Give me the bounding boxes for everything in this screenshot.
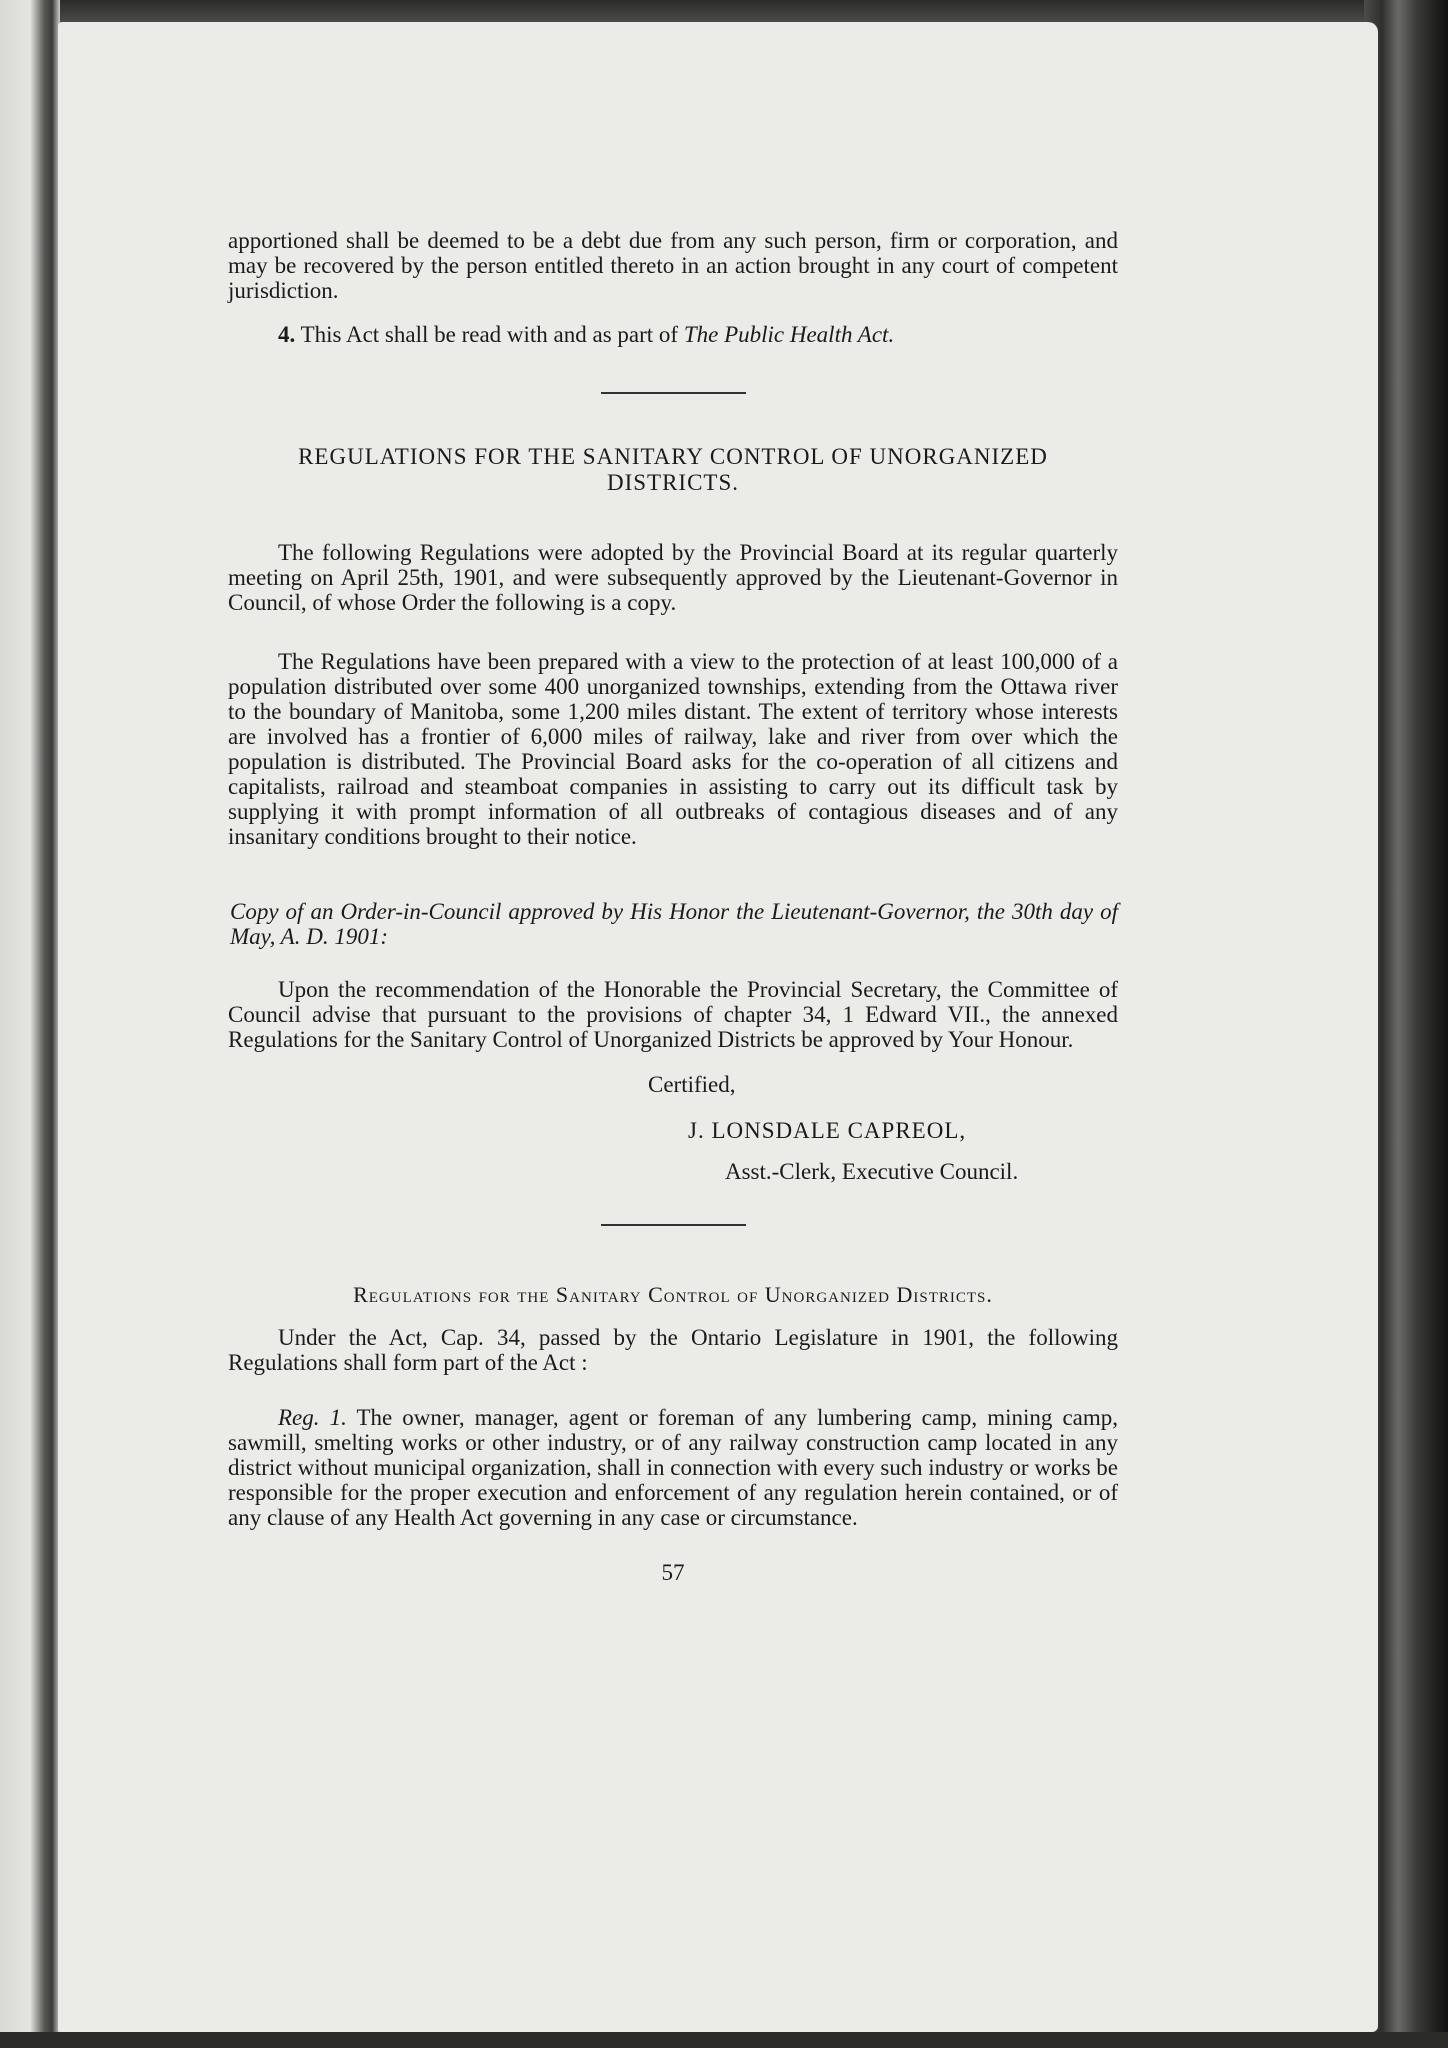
section-4 <box>228 322 1118 347</box>
paragraph-continued: apportioned shall be deemed to be a debt due from any such person, firm or corporation, and may be recovered by the person entitled thereto in an action brought in any court of competent jurisdiction. <box>228 228 1118 303</box>
certified-label: Certified, <box>648 1072 736 1097</box>
paragraph-adopted: The following Regulations were adopted by the Provincial Board at its regular quarterly meeting on April 25th, 1901, and were subsequently approved by the Lieutenant-Governor in Council, of whose Order the following is a copy. <box>228 540 1118 615</box>
heading-regulations-smallcaps: Regulations for the Sanitary Control of Unorganized Districts. <box>353 1282 993 1307</box>
top-shadow <box>0 0 1448 22</box>
section-4-number: 4. <box>278 322 296 347</box>
paragraph-under-act: Under the Act, Cap. 34, passed by the Ontario Legislature in 1901, the following Regulations shall form part of the Act : <box>228 1325 1118 1375</box>
signatory-title: Asst.-Clerk, Executive Council. <box>725 1159 1019 1184</box>
regulation-1 <box>228 1405 1118 1530</box>
regulation-1-text: The owner, manager, agent or foreman of any lumbering camp, mining camp, sawmill, smelting works or other industry, or of any railway construction camp located in any district without municipal organization, shall in connection with every such industry or works be responsible for the proper execution and enforcement of any regulation herein contained, or of any clause of any Health Act governing in any case or circumstance. <box>228 1405 1119 1530</box>
section-4-act: The Public Health Act. <box>683 322 895 347</box>
regulation-1-label: Reg. 1. <box>278 1405 347 1430</box>
signatory-name: J. LONSDALE CAPREOL, <box>688 1118 967 1143</box>
paragraph-prepared: The Regulations have been prepared with a view to the protection of at least 100,000 of a population distributed over some 400 unorganized townships, extending from the Ottawa river to the boundary of Manitoba, some 1,200 miles distant. The extent of territory whose interests are involved has a frontier of 6,000 miles of railway, lake and river from over which the population is distributed. The Provincial Board asks for the co-operation of all citizens and capitalists, railroad and steamboat companies in assisting to carry out its difficult task by supplying it with prompt information of all outbreaks of contagious diseases and of any insanitary conditions brought to their notice. <box>228 649 1118 849</box>
section-4-text: This Act shall be read with and as part of <box>300 322 679 347</box>
paragraph-recommendation: Upon the recommendation of the Honorable the Provincial Secretary, the Committee of Council advise that pursuant to the provisions of chapter 34, 1 Edward VII., the annexed Regulations for the Sanitary Control of Unorganized Districts be approved by Your Honour. <box>228 977 1118 1052</box>
divider-2 <box>601 1224 746 1226</box>
left-binding-edge <box>0 0 60 2048</box>
page-number: 57 <box>661 1560 685 1585</box>
order-caption: Copy of an Order-in-Council approved by His Honor the Lieutenant-Governor, the 30th day of May, A. D. 1901: <box>230 899 1118 949</box>
heading-regulations: REGULATIONS FOR THE SANITARY CONTROL OF UNORGANIZED DISTRICTS. <box>298 444 1048 495</box>
page-content <box>228 228 1118 1585</box>
divider-1 <box>601 392 746 394</box>
bottom-shadow <box>0 2032 1448 2048</box>
